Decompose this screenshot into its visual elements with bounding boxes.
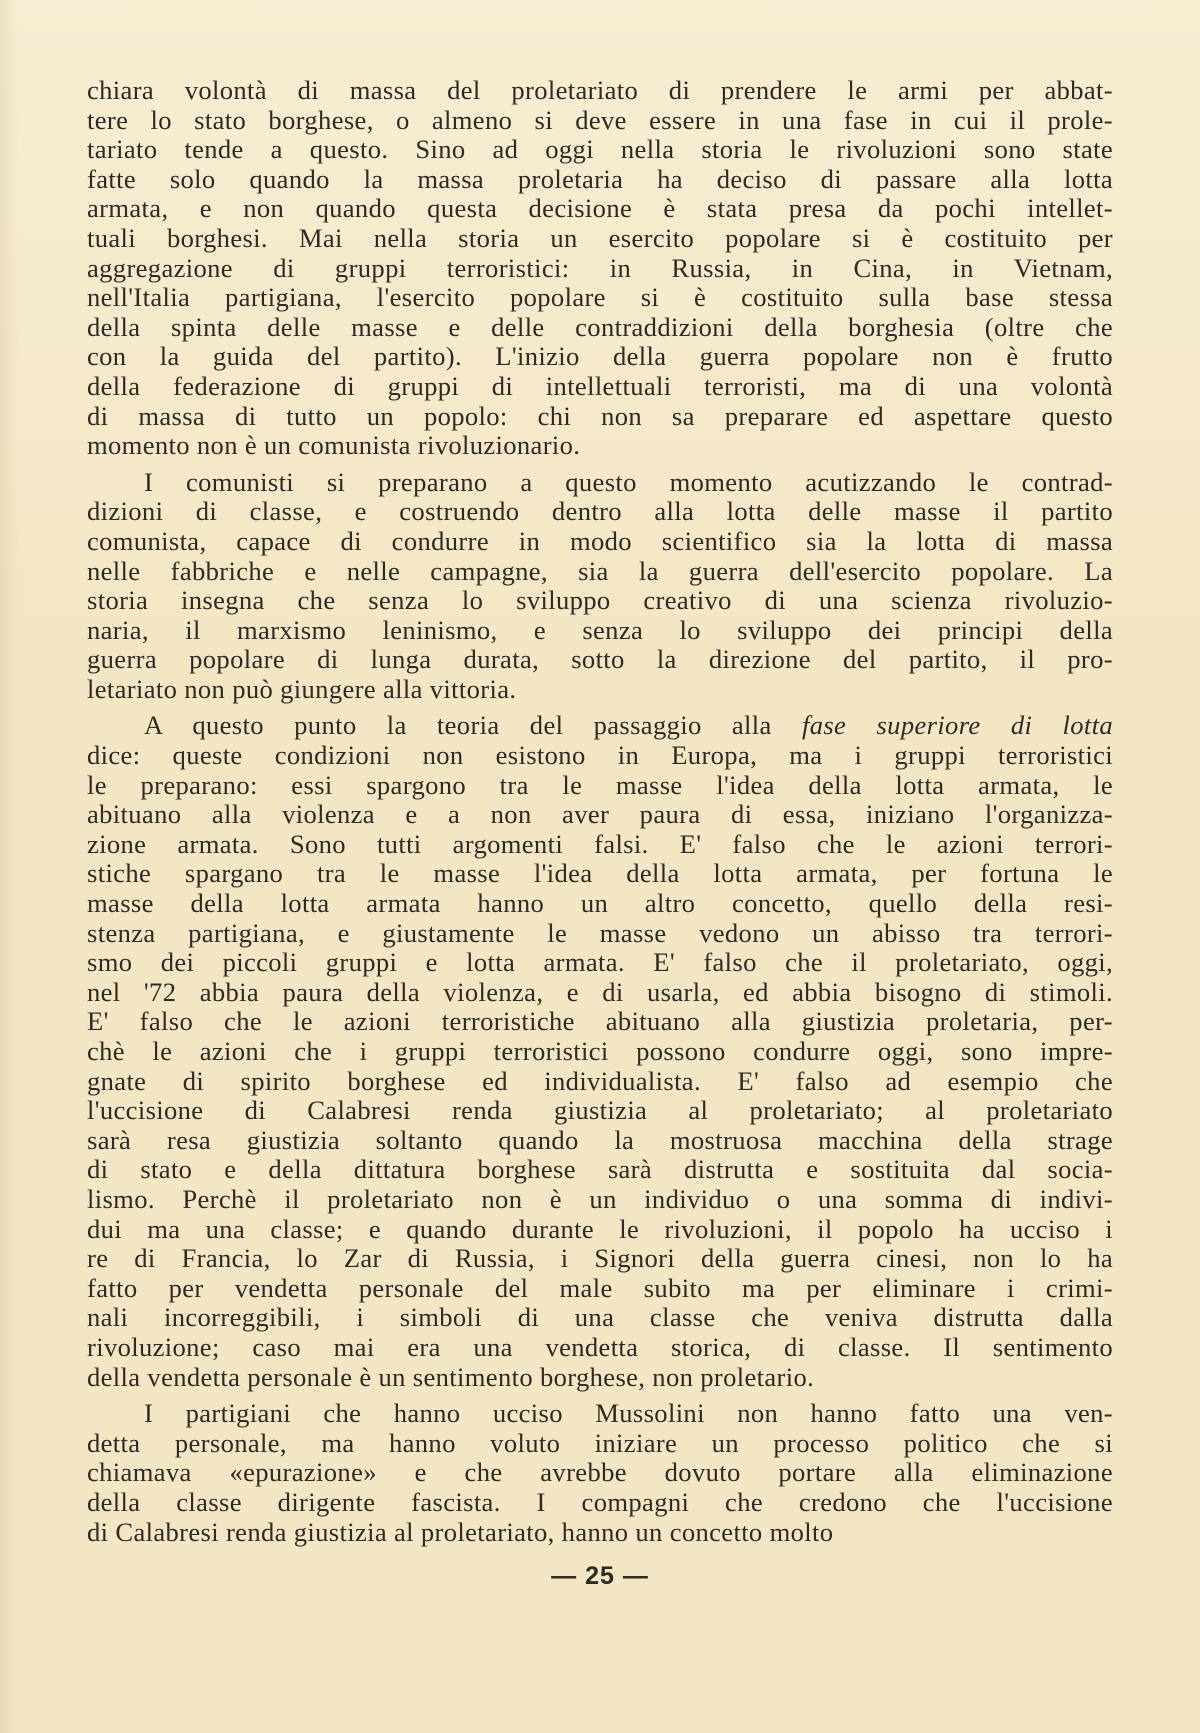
text-line: I partigiani che hanno ucciso Mussolini non hanno fatto una ven- xyxy=(144,1399,1113,1429)
text-line: chiamava «epurazione» e che avrebbe dovuto portare alla eliminazione xyxy=(87,1458,1113,1488)
text-line: di massa di tutto un popolo: chi non sa preparare ed aspettare questo xyxy=(87,401,1113,431)
text-line: stenza partigiana, e giustamente le masse vedono un abisso tra terrori- xyxy=(87,918,1113,948)
paragraph-gap xyxy=(87,461,1113,468)
text-line: E' falso che le azioni terroristiche abituano alla giustizia proletaria, per- xyxy=(87,1007,1113,1037)
text-run: A questo punto la teoria del passaggio alla xyxy=(144,711,802,741)
text-line: nelle fabbriche e nelle campagne, sia la guerra dell'esercito popolare. La xyxy=(87,556,1113,586)
paragraph-gap xyxy=(87,1392,1113,1399)
text-line: comunista, capace di condurre in modo scientifico sia la lotta di massa xyxy=(87,526,1113,556)
text-line: della vendetta personale è un sentimento borghese, non proletario. xyxy=(87,1362,815,1392)
text-line: della spinta delle masse e delle contraddizioni della borghesia (oltre che xyxy=(87,312,1113,342)
text-line: nell'Italia partigiana, l'esercito popolare si è costituito sulla base stessa xyxy=(87,283,1113,313)
text-line: I comunisti si preparano a questo momento acutizzando le contrad- xyxy=(144,467,1113,497)
text-line: gnate di spirito borghese ed individualista. E' falso ad esempio che xyxy=(87,1066,1113,1096)
text-line: della federazione di gruppi di intellettuali terroristi, ma di una volontà xyxy=(87,371,1113,401)
text-line: masse della lotta armata hanno un altro concetto, quello della resi- xyxy=(87,889,1113,919)
text-line: storia insegna che senza lo sviluppo creativo di una scienza rivoluzio- xyxy=(87,586,1113,616)
text-line xyxy=(87,711,1113,741)
text-line: guerra popolare di lunga durata, sotto la direzione del partito, il pro- xyxy=(87,645,1113,675)
paragraph xyxy=(87,76,1113,461)
text-line: le preparano: essi spargono tra le masse l'idea della lotta armata, le xyxy=(87,770,1113,800)
text-line: lismo. Perchè il proletariato non è un individuo o una somma di indivi- xyxy=(87,1184,1113,1214)
body-text xyxy=(87,76,1113,1547)
text-line: letariato non può giungere alla vittoria. xyxy=(87,674,517,704)
text-line: nel '72 abbia paura della violenza, e di usarla, ed abbia bisogno di stimoli. xyxy=(87,977,1113,1007)
page-number: — 25 — xyxy=(551,1562,649,1590)
text-line: tere lo stato borghese, o almeno si deve essere in una fase in cui il prole- xyxy=(87,105,1113,135)
text-line: nali incorreggibili, i simboli di una classe che veniva distrutta dalla xyxy=(87,1303,1113,1333)
text-line: dizioni di classe, e costruendo dentro alla lotta delle masse il partito xyxy=(87,497,1113,527)
text-line: detta personale, ma hanno voluto iniziare un processo politico che si xyxy=(87,1428,1113,1458)
text-line: zione armata. Sono tutti argomenti falsi. E' falso che le azioni terrori- xyxy=(87,829,1113,859)
text-line: momento non è un comunista rivoluzionario. xyxy=(87,431,581,461)
text-line: l'uccisione di Calabresi renda giustizia al proletariato; al proletariato xyxy=(87,1096,1113,1126)
text-line: fatto per vendetta personale del male subito ma per eliminare i crimi- xyxy=(87,1273,1113,1303)
text-line: di Calabresi renda giustizia al proletariato, hanno un concetto molto xyxy=(87,1517,834,1547)
text-line: stiche spargano tra le masse l'idea della lotta armata, per fortuna le xyxy=(87,859,1113,889)
text-line: tuali borghesi. Mai nella storia un esercito popolare si è costituito per xyxy=(87,223,1113,253)
text-line: re di Francia, lo Zar di Russia, i Signori della guerra cinesi, non lo ha xyxy=(87,1244,1113,1274)
paragraph xyxy=(87,711,1113,1392)
paragraph-gap xyxy=(87,704,1113,711)
italic-phrase: fase superiore di lotta xyxy=(801,711,1113,741)
text-line: chè le azioni che i gruppi terroristici possono condurre oggi, sono impre- xyxy=(87,1037,1113,1066)
text-line: rivoluzione; caso mai era una vendetta storica, di classe. Il sentimento xyxy=(87,1332,1113,1362)
text-line: dice: queste condizioni non esistono in Europa, ma i gruppi terroristici xyxy=(87,741,1113,771)
text-line: fatte solo quando la massa proletaria ha deciso di passare alla lotta xyxy=(87,164,1113,194)
text-line: di stato e della dittatura borghese sarà distrutta e sostituita dal socia- xyxy=(87,1155,1113,1185)
text-line: aggregazione di gruppi terroristici: in Russia, in Cina, in Vietnam, xyxy=(87,253,1113,283)
text-line: naria, il marxismo leninismo, e senza lo sviluppo dei principi della xyxy=(87,615,1113,645)
text-line: tariato tende a questo. Sino ad oggi nella storia le rivoluzioni sono state xyxy=(87,135,1113,165)
text-line: armata, e non quando questa decisione è stata presa da pochi intellet- xyxy=(87,194,1113,224)
text-line: sarà resa giustizia soltanto quando la mostruosa macchina della strage xyxy=(87,1125,1113,1155)
text-line: dui ma una classe; e quando durante le rivoluzioni, il popolo ha ucciso i xyxy=(87,1214,1113,1244)
text-line: della classe dirigente fascista. I compagni che credono che l'uccisione xyxy=(87,1487,1113,1517)
paragraph xyxy=(87,468,1113,705)
paragraph xyxy=(87,1399,1113,1547)
text-line: con la guida del partito). L'inizio della guerra popolare non è frutto xyxy=(87,342,1113,372)
text-line: abituano alla violenza e a non aver paura di essa, iniziano l'organizza- xyxy=(87,800,1113,830)
text-line: chiara volontà di massa del proletariato di prendere le armi per abbat- xyxy=(87,76,1113,105)
text-line: smo dei piccoli gruppi e lotta armata. E' falso che il proletariato, oggi, xyxy=(87,948,1113,978)
